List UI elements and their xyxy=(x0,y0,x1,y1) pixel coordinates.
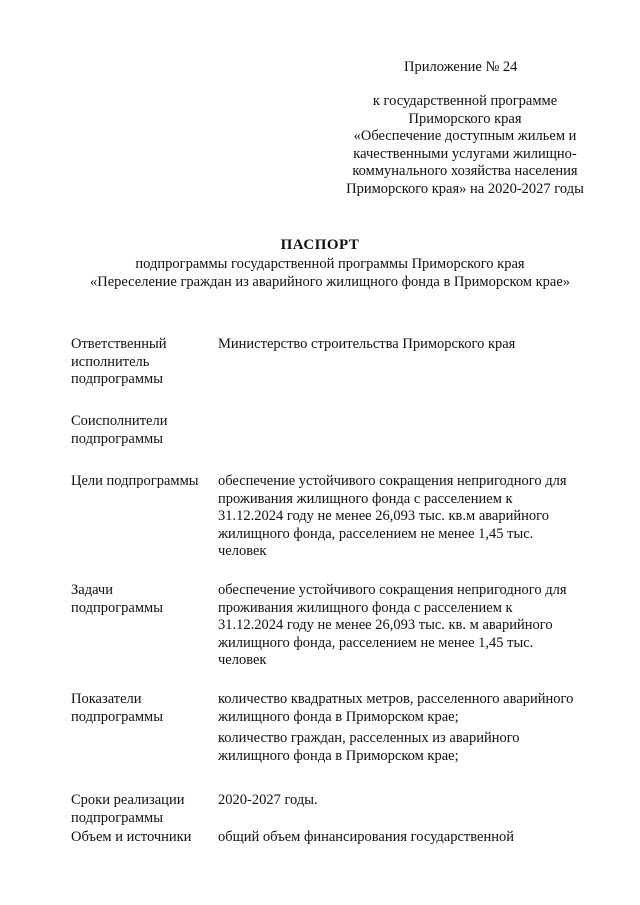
terms-value xyxy=(218,792,608,810)
goals-label xyxy=(71,473,211,491)
appendix-ref-line: Приморского края» на 2020-2027 годы xyxy=(346,180,584,197)
label-line: подпрограммы xyxy=(71,371,163,387)
responsible-label xyxy=(71,336,211,389)
label-line: подпрограммы xyxy=(71,599,163,616)
indicators-label xyxy=(71,691,211,726)
tasks-label xyxy=(71,582,211,617)
value-line: жилищного фонда в Приморском крае; xyxy=(218,708,459,725)
appendix-ref-line: «Обеспечение доступным жильем и xyxy=(353,128,577,144)
label-line: Показатели xyxy=(71,691,142,707)
value-line: жилищного фонда, расселением не менее 1,45 тыс. xyxy=(218,634,534,651)
appendix-ref-line: качественными услугами жилищно- xyxy=(353,145,577,162)
label-line: Задачи xyxy=(71,582,113,598)
value-line: общий объем финансирования государственной xyxy=(218,829,514,845)
label-line: подпрограммы xyxy=(71,708,163,725)
value-line: обеспечение устойчивого сокращения непригодного для xyxy=(218,582,567,598)
label-line: Сроки реализации xyxy=(71,792,185,808)
appendix-reference xyxy=(340,93,590,198)
value-line: количество квадратных метров, расселенного аварийного xyxy=(218,691,574,707)
funding-label xyxy=(71,829,211,847)
value-line: проживания жилищного фонда с расселением к xyxy=(218,490,513,507)
goals-value xyxy=(218,473,608,561)
value-line: человек xyxy=(218,652,267,668)
coexecutors-label xyxy=(71,413,211,448)
responsible-value xyxy=(218,336,608,354)
passport-subtitle xyxy=(0,256,640,291)
value-line: жилищного фонда в Приморском крае; xyxy=(218,747,459,764)
subtitle-line: «Переселение граждан из аварийного жилищного фонда в Приморском крае» xyxy=(89,273,571,290)
label-line: Соисполнители xyxy=(71,413,168,429)
passport-title: ПАСПОРТ xyxy=(280,237,360,253)
appendix-number: Приложение № 24 xyxy=(404,59,518,75)
appendix-ref-line: к государственной программе xyxy=(372,93,558,109)
subtitle-line: подпрограммы государственной программы Приморского края xyxy=(135,256,525,272)
value-line: 31.12.2024 году не менее 26,093 тыс. кв.м аварийного xyxy=(218,508,549,524)
appendix-ref-line: коммунального хозяйства населения xyxy=(352,163,578,179)
value-line: 2020-2027 годы. xyxy=(218,792,318,808)
label-line: подпрограммы xyxy=(71,809,163,826)
value-line: жилищного фонда, расселением не менее 1,45 тыс. xyxy=(218,525,534,542)
value-line: Министерство строительства Приморского края xyxy=(218,336,516,352)
value-line: человек xyxy=(218,543,267,559)
value-line: количество граждан, расселенных из аварийного xyxy=(218,730,520,746)
value-line: проживания жилищного фонда с расселением к xyxy=(218,599,513,616)
tasks-value xyxy=(218,582,608,670)
funding-value xyxy=(218,829,608,847)
label-line: Объем и источники xyxy=(71,829,192,845)
indicators-value xyxy=(218,691,608,765)
label-line: Цели подпрограммы xyxy=(71,473,199,489)
value-line: обеспечение устойчивого сокращения непригодного для xyxy=(218,473,567,489)
label-line: подпрограммы xyxy=(71,430,163,447)
terms-label xyxy=(71,792,211,827)
label-line: Ответственный xyxy=(71,336,167,352)
value-line: 31.12.2024 году не менее 26,093 тыс. кв. м аварийного xyxy=(218,617,553,633)
appendix-ref-line: Приморского края xyxy=(408,110,522,127)
label-line: исполнитель xyxy=(71,353,150,370)
